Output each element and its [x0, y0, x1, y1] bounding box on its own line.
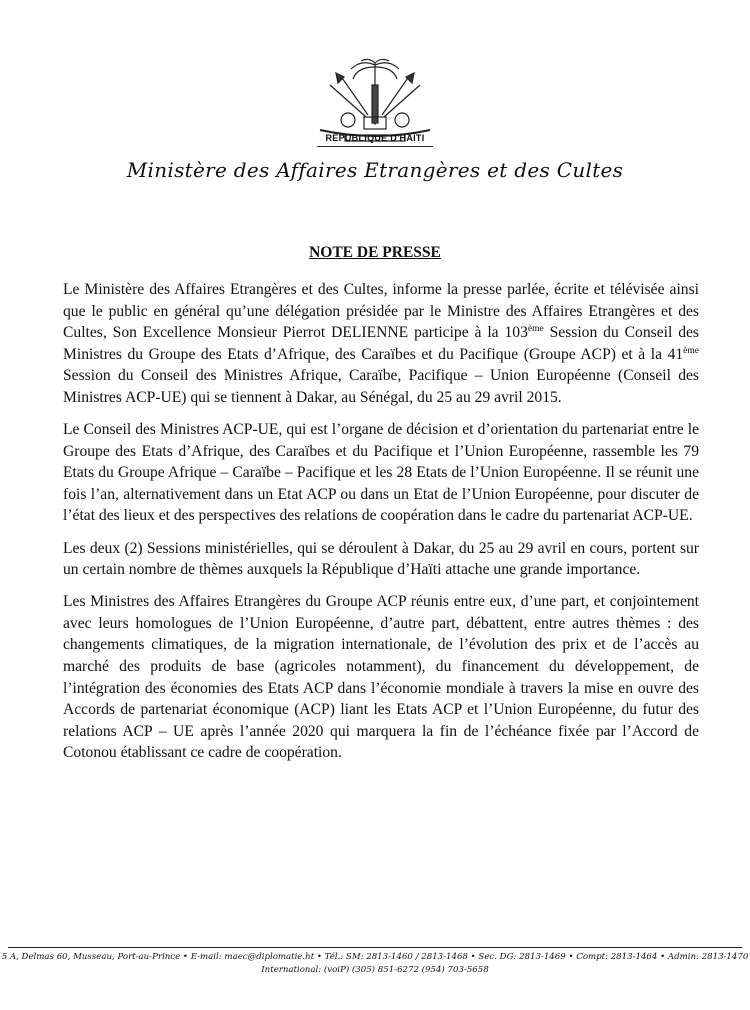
superscript: ème — [527, 324, 544, 335]
ministry-name: Ministère des Affaires Etrangères et des Cultes — [126, 158, 624, 182]
paragraph-2: Le Conseil des Ministres ACP-UE, qui est l’organe de décision et d’orientation du partenariat entre le Groupe des Etats d’Afrique, des Caraïbes et du Pacifique et l’Union Européenne, rassemble les 79 Etats du Groupe Afrique – Caraïbe – Pacifique et les 28 Etats de l’Union Européenne. Il se réunit une fois l’an, alternativement dans un Etat ACP ou dans un Etat de l’Union Européenne, pour discuter de l’état des lieux et des perspectives des relations de coopération dans le cadre du partenariat ACP-UE. — [63, 421, 699, 525]
footer — [0, 951, 750, 977]
footer-address-line: 5 A, Delmas 60, Musseau, Port-au-Prince • E-mail: maec@diplomatie.ht • Tél.: SM: 2813-1460 / 2813-1468 • Sec. DG: 2813-1469 • Compt: 2813-1464 • Admin: 2813-1470 — [1, 952, 749, 962]
paragraph-text: Session du Conseil des Ministres Afrique, Caraïbe, Pacifique – Union Européenne (Conseil des Ministres ACP-UE) qui se tiennent à Dakar, au Sénégal, du 25 au 29 avril 2015. — [63, 367, 699, 406]
document-title: NOTE DE PRESSE — [309, 244, 441, 261]
document-body — [63, 279, 699, 774]
paragraph-4: Les Ministres des Affaires Etrangères du Groupe ACP réunis entre eux, d’une part, et conjointement avec leurs homologues de l’Union Européenne, d’autre part, débattent, entre autres thèmes : des changements climatiques, de la migration internationale, de l’évolution des prix et de l’accès au marché des produits de base (agricoles notamment), du financement du développement, de l’intégration des économies des Etats ACP dans l’économie mondiale à travers la mise en ouvre des Accords de partenariat économique (ACP) liant les Etats ACP et l’Union Européenne, du futur des relations ACP – UE après l’année 2020 qui marquera la fin de l’échéance fixée par l’Accord de Cotonou établissant ce cadre de coopération. — [63, 593, 699, 762]
superscript: ème — [683, 345, 699, 356]
paragraph-3: Les deux (2) Sessions ministérielles, qui se déroulent à Dakar, du 25 au 29 avril en cours, portent sur un certain nombre de thèmes auxquels la République d’Haïti attache une grande importance. — [63, 539, 699, 579]
paragraph-text: Le Ministère des Affaires Etrangères et des Cultes, informe la presse parlée, écrite et télévisée ainsi que le public en général qu’une délégation présidée par le Ministre des Affaires Etrangères et des Cultes, Son Excellence Monsieur Pierrot DELIENNE participe à la 103 — [63, 281, 699, 342]
divider — [317, 146, 433, 147]
footer-divider — [8, 947, 742, 948]
country-name: RÉPUBLIQUE D'HAÏTI — [325, 133, 425, 143]
footer-international-line: International: (voiP) (305) 851-6272 (954) 703-5658 — [261, 965, 489, 975]
paragraph-text: Session du Conseil des Ministres du Groupe des Etats d’Afrique, des Caraïbes et du Pacifique (Groupe ACP) et à la 41 — [63, 324, 699, 363]
paragraph-1 — [63, 279, 699, 409]
